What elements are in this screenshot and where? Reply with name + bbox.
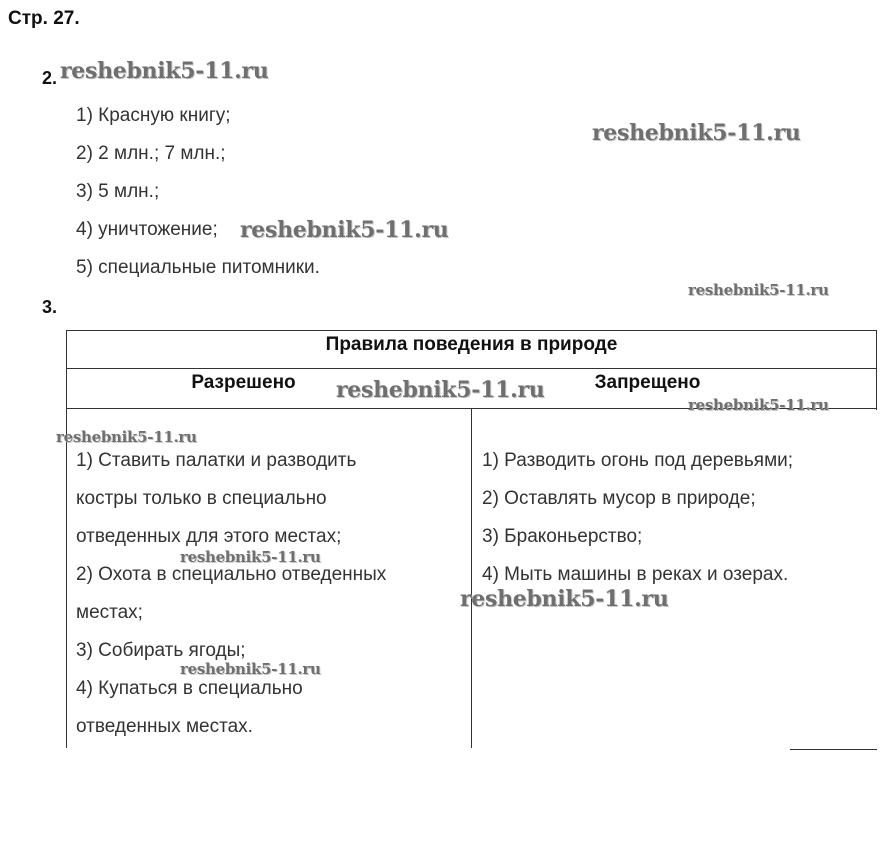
watermark: reshebnik5-11.ru [180, 660, 321, 678]
table-column-divider [471, 408, 472, 748]
forbidden-rule-line: 2) Оставлять мусор в природе; [482, 488, 756, 509]
watermark: reshebnik5-11.ru [60, 58, 269, 84]
watermark: reshebnik5-11.ru [180, 548, 321, 566]
watermark: reshebnik5-11.ru [688, 281, 829, 299]
allowed-rule-line: отведенных местах. [76, 716, 253, 737]
forbidden-rule-line: 4) Мыть машины в реках и озерах. [482, 564, 789, 585]
allowed-rule-line: 2) Охота в специально отведенных [76, 564, 387, 585]
forbidden-rule-line: 1) Разводить огонь под деревьями; [482, 450, 794, 471]
task-2-answer-5: 5) специальные питомники. [76, 257, 320, 278]
allowed-rule-line: 4) Купаться в специально [76, 678, 303, 699]
table-title-divider [66, 368, 877, 369]
table-title: Правила поведения в природе [325, 334, 618, 355]
allowed-rule-line: местах; [76, 602, 143, 623]
watermark: reshebnik5-11.ru [56, 428, 197, 446]
forbidden-rule-line: 3) Браконьерство; [482, 526, 643, 547]
task-2-answer-3: 3) 5 млн.; [76, 181, 160, 202]
watermark: reshebnik5-11.ru [460, 586, 669, 612]
page-heading: Стр. 27. [8, 8, 80, 29]
watermark: reshebnik5-11.ru [240, 217, 449, 243]
watermark: reshebnik5-11.ru [336, 377, 545, 403]
allowed-rule-line: 3) Собирать ягоды; [76, 640, 246, 661]
allowed-header-text: Разрешено [191, 372, 296, 393]
task-2-answer-1: 1) Красную книгу; [76, 105, 231, 126]
table-border-bottom-right [790, 749, 877, 750]
allowed-rule-line: костры только в специально [76, 488, 327, 509]
forbidden-header-text: Запрещено [594, 372, 701, 393]
watermark: reshebnik5-11.ru [688, 396, 829, 414]
task-2-answer-4: 4) уничтожение; [76, 219, 218, 240]
task-3-number: 3. [42, 297, 58, 317]
allowed-rule-line: отведенных для этого местах; [76, 526, 342, 547]
allowed-rule-line: 1) Ставить палатки и разводить [76, 450, 357, 471]
task-2-number: 2. [42, 68, 58, 88]
watermark: reshebnik5-11.ru [592, 120, 801, 146]
allowed-rules-list [76, 442, 386, 746]
forbidden-rules-list [482, 442, 793, 594]
task-2-answer-2: 2) 2 млн.; 7 млн.; [76, 143, 226, 164]
